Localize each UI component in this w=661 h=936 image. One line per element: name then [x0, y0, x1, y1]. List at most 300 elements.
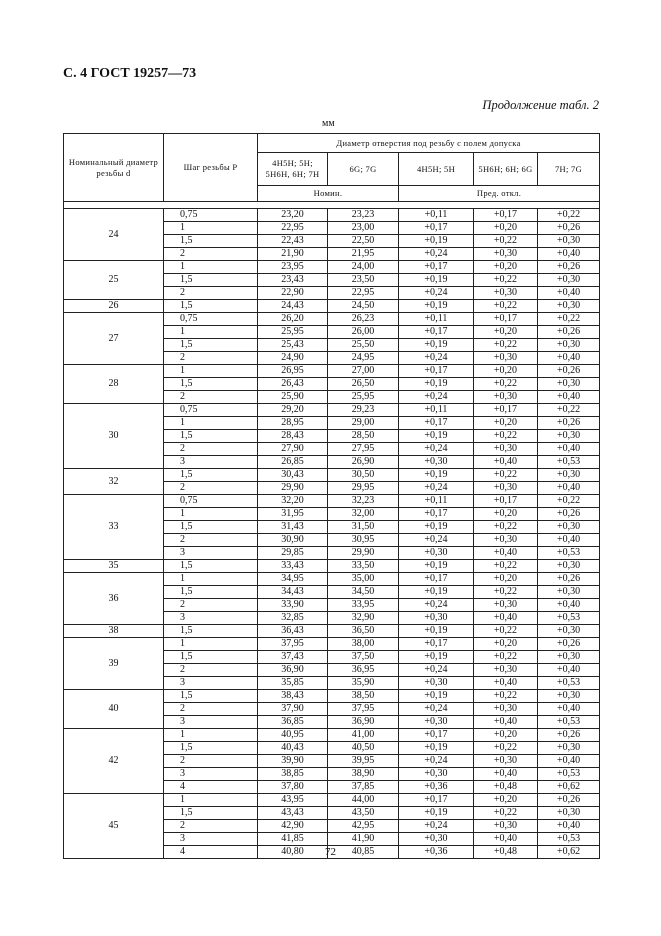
deviation-cell: +0,22 — [474, 274, 538, 287]
nominal-cell: 23,00 — [328, 222, 399, 235]
deviation-cell: +0,24 — [399, 755, 474, 768]
deviation-cell: +0,40 — [474, 547, 538, 560]
nominal-cell: 29,20 — [258, 404, 328, 417]
header-tol-col-4: 5H6H; 6H; 6G — [474, 153, 538, 186]
deviation-cell: +0,40 — [538, 248, 600, 261]
header-tol-col-1: 4H5H; 5H; 5H6H, 6H; 7H — [258, 153, 328, 186]
deviation-cell: +0,30 — [538, 742, 600, 755]
deviation-cell: +0,40 — [538, 755, 600, 768]
pitch-cell: 2 — [164, 703, 258, 716]
nominal-cell: 26,50 — [328, 378, 399, 391]
deviation-cell: +0,36 — [399, 781, 474, 794]
deviation-cell: +0,30 — [538, 690, 600, 703]
pitch-cell: 1,5 — [164, 430, 258, 443]
nominal-cell: 29,95 — [328, 482, 399, 495]
nominal-cell: 23,23 — [328, 209, 399, 222]
header-hole-diameter-group: Диаметр отверстия под резьбу с полем допуска — [258, 134, 600, 153]
deviation-cell: +0,17 — [399, 729, 474, 742]
nominal-cell: 22,95 — [258, 222, 328, 235]
deviation-cell: +0,19 — [399, 651, 474, 664]
deviation-cell: +0,19 — [399, 807, 474, 820]
table-row — [64, 209, 600, 222]
nominal-cell: 25,95 — [258, 326, 328, 339]
deviation-cell: +0,17 — [474, 495, 538, 508]
nominal-cell: 34,43 — [258, 586, 328, 599]
pitch-cell: 3 — [164, 768, 258, 781]
table-row — [64, 300, 600, 313]
deviation-cell: +0,19 — [399, 235, 474, 248]
table-row — [64, 495, 600, 508]
deviation-cell: +0,20 — [474, 794, 538, 807]
deviation-cell: +0,30 — [538, 807, 600, 820]
deviation-cell: +0,40 — [538, 352, 600, 365]
deviation-cell: +0,26 — [538, 729, 600, 742]
deviation-cell: +0,19 — [399, 586, 474, 599]
pitch-cell: 4 — [164, 846, 258, 859]
deviation-cell: +0,17 — [474, 404, 538, 417]
deviation-cell: +0,30 — [399, 833, 474, 846]
nominal-cell: 28,95 — [258, 417, 328, 430]
deviation-cell: +0,30 — [399, 456, 474, 469]
pitch-cell: 1 — [164, 222, 258, 235]
header-nominal-diameter: Номинальный диаметр резьбы d — [64, 134, 164, 202]
nominal-cell: 24,50 — [328, 300, 399, 313]
unit-label: мм — [322, 118, 335, 129]
deviation-cell: +0,30 — [538, 521, 600, 534]
nominal-cell: 37,50 — [328, 651, 399, 664]
nominal-cell: 36,43 — [258, 625, 328, 638]
deviation-cell: +0,19 — [399, 378, 474, 391]
deviation-cell: +0,40 — [538, 391, 600, 404]
deviation-cell: +0,22 — [538, 495, 600, 508]
deviation-cell: +0,40 — [538, 599, 600, 612]
pitch-cell: 1 — [164, 261, 258, 274]
nominal-cell: 30,95 — [328, 534, 399, 547]
deviation-cell: +0,22 — [474, 469, 538, 482]
pitch-cell: 1,5 — [164, 651, 258, 664]
nominal-cell: 24,43 — [258, 300, 328, 313]
nominal-cell: 28,43 — [258, 430, 328, 443]
table-row — [64, 261, 600, 274]
nominal-cell: 23,50 — [328, 274, 399, 287]
deviation-cell: +0,19 — [399, 560, 474, 573]
nominal-diameter-cell: 27 — [64, 313, 164, 365]
deviation-cell: +0,53 — [538, 768, 600, 781]
deviation-cell: +0,53 — [538, 456, 600, 469]
deviation-cell: +0,17 — [399, 508, 474, 521]
deviation-cell: +0,19 — [399, 690, 474, 703]
nominal-cell: 36,90 — [258, 664, 328, 677]
deviation-cell: +0,11 — [399, 209, 474, 222]
table-continuation-label: Продолжение табл. 2 — [482, 98, 599, 112]
deviation-cell: +0,30 — [399, 547, 474, 560]
pitch-cell: 2 — [164, 599, 258, 612]
deviation-cell: +0,20 — [474, 261, 538, 274]
deviation-cell: +0,36 — [399, 846, 474, 859]
nominal-cell: 43,50 — [328, 807, 399, 820]
nominal-diameter-cell: 45 — [64, 794, 164, 859]
deviation-cell: +0,17 — [399, 326, 474, 339]
deviation-cell: +0,22 — [474, 378, 538, 391]
pitch-cell: 1 — [164, 638, 258, 651]
deviation-cell: +0,20 — [474, 638, 538, 651]
deviation-cell: +0,17 — [399, 794, 474, 807]
nominal-cell: 30,50 — [328, 469, 399, 482]
nominal-diameter-cell: 36 — [64, 573, 164, 625]
nominal-cell: 26,85 — [258, 456, 328, 469]
deviation-cell: +0,22 — [474, 235, 538, 248]
nominal-cell: 40,85 — [328, 846, 399, 859]
nominal-cell: 37,80 — [258, 781, 328, 794]
nominal-cell: 41,85 — [258, 833, 328, 846]
nominal-cell: 37,90 — [258, 703, 328, 716]
pitch-cell: 0,75 — [164, 404, 258, 417]
nominal-cell: 37,85 — [328, 781, 399, 794]
deviation-cell: +0,17 — [399, 365, 474, 378]
nominal-cell: 33,90 — [258, 599, 328, 612]
deviation-cell: +0,40 — [538, 534, 600, 547]
nominal-cell: 40,95 — [258, 729, 328, 742]
deviation-cell: +0,24 — [399, 352, 474, 365]
table-row — [64, 313, 600, 326]
deviation-cell: +0,24 — [399, 664, 474, 677]
table-row — [64, 690, 600, 703]
deviation-cell: +0,24 — [399, 443, 474, 456]
pitch-cell: 3 — [164, 456, 258, 469]
nominal-diameter-cell: 25 — [64, 261, 164, 300]
nominal-cell: 29,85 — [258, 547, 328, 560]
table-row — [64, 573, 600, 586]
deviation-cell: +0,24 — [399, 391, 474, 404]
deviation-cell: +0,30 — [538, 300, 600, 313]
deviation-cell: +0,30 — [399, 716, 474, 729]
pitch-cell: 2 — [164, 534, 258, 547]
deviation-cell: +0,22 — [538, 404, 600, 417]
deviation-cell: +0,22 — [474, 625, 538, 638]
nominal-diameter-cell: 24 — [64, 209, 164, 261]
header-tol-col-3: 4H5H; 5H — [399, 153, 474, 186]
table-row — [64, 625, 600, 638]
table-row — [64, 560, 600, 573]
deviation-cell: +0,22 — [474, 690, 538, 703]
header-pitch: Шаг резьбы P — [164, 134, 258, 202]
deviation-cell: +0,19 — [399, 521, 474, 534]
nominal-diameter-cell: 39 — [64, 638, 164, 690]
deviation-cell: +0,19 — [399, 469, 474, 482]
deviation-cell: +0,26 — [538, 573, 600, 586]
deviation-cell: +0,48 — [474, 781, 538, 794]
nominal-cell: 30,90 — [258, 534, 328, 547]
nominal-cell: 26,90 — [328, 456, 399, 469]
nominal-diameter-cell: 30 — [64, 404, 164, 469]
deviation-cell: +0,11 — [399, 404, 474, 417]
deviation-cell: +0,19 — [399, 274, 474, 287]
nominal-diameter-cell: 33 — [64, 495, 164, 560]
deviation-cell: +0,30 — [538, 430, 600, 443]
nominal-cell: 41,00 — [328, 729, 399, 742]
pitch-cell: 2 — [164, 391, 258, 404]
deviation-cell: +0,22 — [474, 430, 538, 443]
nominal-cell: 36,90 — [328, 716, 399, 729]
deviation-cell: +0,40 — [474, 456, 538, 469]
deviation-cell: +0,24 — [399, 482, 474, 495]
deviation-cell: +0,30 — [538, 651, 600, 664]
nominal-cell: 35,90 — [328, 677, 399, 690]
deviation-cell: +0,22 — [474, 651, 538, 664]
deviation-cell: +0,30 — [538, 274, 600, 287]
nominal-cell: 39,95 — [328, 755, 399, 768]
deviation-cell: +0,40 — [538, 443, 600, 456]
table-row — [64, 794, 600, 807]
nominal-cell: 35,00 — [328, 573, 399, 586]
nominal-diameter-cell: 26 — [64, 300, 164, 313]
table-row — [64, 365, 600, 378]
pitch-cell: 2 — [164, 352, 258, 365]
pitch-cell: 1,5 — [164, 235, 258, 248]
nominal-diameter-cell: 40 — [64, 690, 164, 729]
table-row — [64, 638, 600, 651]
nominal-cell: 33,95 — [328, 599, 399, 612]
nominal-cell: 37,95 — [258, 638, 328, 651]
deviation-cell: +0,48 — [474, 846, 538, 859]
deviation-cell: +0,19 — [399, 625, 474, 638]
nominal-cell: 22,90 — [258, 287, 328, 300]
deviation-cell: +0,17 — [399, 261, 474, 274]
pitch-cell: 3 — [164, 833, 258, 846]
deviation-cell: +0,53 — [538, 677, 600, 690]
nominal-cell: 38,85 — [258, 768, 328, 781]
page-header: С. 4 ГОСТ 19257—73 — [63, 66, 197, 81]
nominal-diameter-cell: 32 — [64, 469, 164, 495]
nominal-cell: 32,23 — [328, 495, 399, 508]
deviation-cell: +0,30 — [474, 599, 538, 612]
deviation-cell: +0,17 — [399, 417, 474, 430]
deviation-cell: +0,17 — [399, 222, 474, 235]
deviation-cell: +0,20 — [474, 573, 538, 586]
pitch-cell: 1 — [164, 573, 258, 586]
nominal-diameter-cell: 35 — [64, 560, 164, 573]
deviation-cell: +0,30 — [399, 612, 474, 625]
pitch-cell: 2 — [164, 664, 258, 677]
deviation-cell: +0,17 — [474, 313, 538, 326]
header-deviation: Пред. откл. — [399, 186, 600, 202]
deviation-cell: +0,30 — [538, 560, 600, 573]
pitch-cell: 1,5 — [164, 300, 258, 313]
nominal-cell: 33,50 — [328, 560, 399, 573]
nominal-cell: 26,95 — [258, 365, 328, 378]
table-row — [64, 729, 600, 742]
deviation-cell: +0,30 — [474, 664, 538, 677]
nominal-cell: 32,85 — [258, 612, 328, 625]
deviation-cell: +0,30 — [474, 287, 538, 300]
pitch-cell: 2 — [164, 482, 258, 495]
pitch-cell: 1,5 — [164, 807, 258, 820]
pitch-cell: 0,75 — [164, 495, 258, 508]
deviation-cell: +0,30 — [474, 248, 538, 261]
nominal-cell: 31,43 — [258, 521, 328, 534]
pitch-cell: 3 — [164, 677, 258, 690]
pitch-cell: 2 — [164, 443, 258, 456]
deviation-cell: +0,20 — [474, 417, 538, 430]
pitch-cell: 2 — [164, 248, 258, 261]
pitch-cell: 1,5 — [164, 690, 258, 703]
deviation-cell: +0,26 — [538, 794, 600, 807]
deviation-cell: +0,62 — [538, 781, 600, 794]
nominal-cell: 27,95 — [328, 443, 399, 456]
deviation-cell: +0,22 — [538, 209, 600, 222]
pitch-cell: 1 — [164, 417, 258, 430]
nominal-cell: 22,95 — [328, 287, 399, 300]
deviation-cell: +0,30 — [474, 352, 538, 365]
pitch-cell: 1,5 — [164, 742, 258, 755]
nominal-cell: 25,90 — [258, 391, 328, 404]
deviation-cell: +0,22 — [474, 586, 538, 599]
deviation-cell: +0,24 — [399, 599, 474, 612]
pitch-cell: 1,5 — [164, 339, 258, 352]
pitch-cell: 1 — [164, 508, 258, 521]
deviation-cell: +0,24 — [399, 820, 474, 833]
pitch-cell: 1,5 — [164, 274, 258, 287]
pitch-cell: 2 — [164, 820, 258, 833]
pitch-cell: 3 — [164, 547, 258, 560]
deviation-cell: +0,26 — [538, 508, 600, 521]
nominal-cell: 29,90 — [258, 482, 328, 495]
nominal-cell: 27,00 — [328, 365, 399, 378]
nominal-cell: 40,43 — [258, 742, 328, 755]
deviation-cell: +0,22 — [538, 313, 600, 326]
nominal-cell: 21,95 — [328, 248, 399, 261]
nominal-cell: 25,95 — [328, 391, 399, 404]
deviation-cell: +0,30 — [538, 235, 600, 248]
nominal-cell: 31,95 — [258, 508, 328, 521]
deviation-cell: +0,11 — [399, 313, 474, 326]
deviation-cell: +0,40 — [474, 716, 538, 729]
nominal-cell: 40,80 — [258, 846, 328, 859]
deviation-cell: +0,24 — [399, 248, 474, 261]
nominal-cell: 24,90 — [258, 352, 328, 365]
nominal-cell: 41,90 — [328, 833, 399, 846]
nominal-cell: 34,95 — [258, 573, 328, 586]
nominal-cell: 23,95 — [258, 261, 328, 274]
deviation-cell: +0,40 — [474, 833, 538, 846]
header-tol-col-5: 7H; 7G — [538, 153, 600, 186]
deviation-cell: +0,40 — [474, 677, 538, 690]
pitch-cell: 1,5 — [164, 586, 258, 599]
deviation-cell: +0,20 — [474, 326, 538, 339]
deviation-cell: +0,22 — [474, 339, 538, 352]
pitch-cell: 1 — [164, 326, 258, 339]
deviation-cell: +0,17 — [399, 638, 474, 651]
deviation-cell: +0,22 — [474, 560, 538, 573]
nominal-cell: 35,85 — [258, 677, 328, 690]
nominal-cell: 23,43 — [258, 274, 328, 287]
deviation-cell: +0,17 — [474, 209, 538, 222]
deviation-cell: +0,30 — [399, 677, 474, 690]
deviation-cell: +0,22 — [474, 521, 538, 534]
pitch-cell: 0,75 — [164, 313, 258, 326]
nominal-cell: 39,90 — [258, 755, 328, 768]
deviation-cell: +0,30 — [538, 586, 600, 599]
deviation-cell: +0,19 — [399, 339, 474, 352]
nominal-cell: 24,00 — [328, 261, 399, 274]
pitch-cell: 4 — [164, 781, 258, 794]
deviation-cell: +0,53 — [538, 612, 600, 625]
deviation-cell: +0,24 — [399, 287, 474, 300]
table-row — [64, 404, 600, 417]
pitch-cell: 1 — [164, 729, 258, 742]
nominal-cell: 38,90 — [328, 768, 399, 781]
deviation-cell: +0,40 — [538, 703, 600, 716]
deviation-cell: +0,19 — [399, 300, 474, 313]
deviation-cell: +0,26 — [538, 222, 600, 235]
nominal-cell: 30,43 — [258, 469, 328, 482]
nominal-cell: 36,85 — [258, 716, 328, 729]
deviation-cell: +0,40 — [474, 612, 538, 625]
pitch-cell: 1,5 — [164, 521, 258, 534]
deviation-cell: +0,17 — [399, 573, 474, 586]
nominal-cell: 26,43 — [258, 378, 328, 391]
deviation-cell: +0,30 — [538, 339, 600, 352]
deviation-cell: +0,20 — [474, 729, 538, 742]
deviation-cell: +0,40 — [474, 768, 538, 781]
nominal-cell: 32,00 — [328, 508, 399, 521]
deviation-cell: +0,26 — [538, 638, 600, 651]
deviation-cell: +0,20 — [474, 365, 538, 378]
deviation-cell: +0,53 — [538, 716, 600, 729]
deviation-cell: +0,26 — [538, 326, 600, 339]
nominal-cell: 27,90 — [258, 443, 328, 456]
deviation-cell: +0,30 — [474, 820, 538, 833]
nominal-diameter-cell: 42 — [64, 729, 164, 794]
deviation-cell: +0,30 — [538, 625, 600, 638]
nominal-cell: 21,90 — [258, 248, 328, 261]
deviation-cell: +0,30 — [474, 534, 538, 547]
nominal-cell: 28,50 — [328, 430, 399, 443]
nominal-cell: 36,95 — [328, 664, 399, 677]
nominal-cell: 36,50 — [328, 625, 399, 638]
nominal-cell: 42,90 — [258, 820, 328, 833]
deviation-cell: +0,62 — [538, 846, 600, 859]
deviation-cell: +0,22 — [474, 807, 538, 820]
deviation-cell: +0,40 — [538, 287, 600, 300]
nominal-cell: 24,95 — [328, 352, 399, 365]
thread-hole-diameter-table — [63, 133, 600, 859]
nominal-cell: 32,20 — [258, 495, 328, 508]
nominal-diameter-cell: 38 — [64, 625, 164, 638]
nominal-cell: 33,43 — [258, 560, 328, 573]
deviation-cell: +0,30 — [474, 755, 538, 768]
deviation-cell: +0,53 — [538, 833, 600, 846]
nominal-diameter-cell: 28 — [64, 365, 164, 404]
pitch-cell: 1,5 — [164, 560, 258, 573]
deviation-cell: +0,30 — [538, 469, 600, 482]
deviation-cell: +0,24 — [399, 534, 474, 547]
pitch-cell: 3 — [164, 716, 258, 729]
deviation-cell: +0,40 — [538, 664, 600, 677]
nominal-cell: 29,00 — [328, 417, 399, 430]
pitch-cell: 2 — [164, 755, 258, 768]
nominal-cell: 25,50 — [328, 339, 399, 352]
nominal-cell: 37,43 — [258, 651, 328, 664]
deviation-cell: +0,26 — [538, 417, 600, 430]
pitch-cell: 2 — [164, 287, 258, 300]
deviation-cell: +0,22 — [474, 300, 538, 313]
nominal-cell: 26,20 — [258, 313, 328, 326]
deviation-cell: +0,30 — [538, 378, 600, 391]
nominal-cell: 31,50 — [328, 521, 399, 534]
deviation-cell: +0,53 — [538, 547, 600, 560]
nominal-cell: 26,23 — [328, 313, 399, 326]
